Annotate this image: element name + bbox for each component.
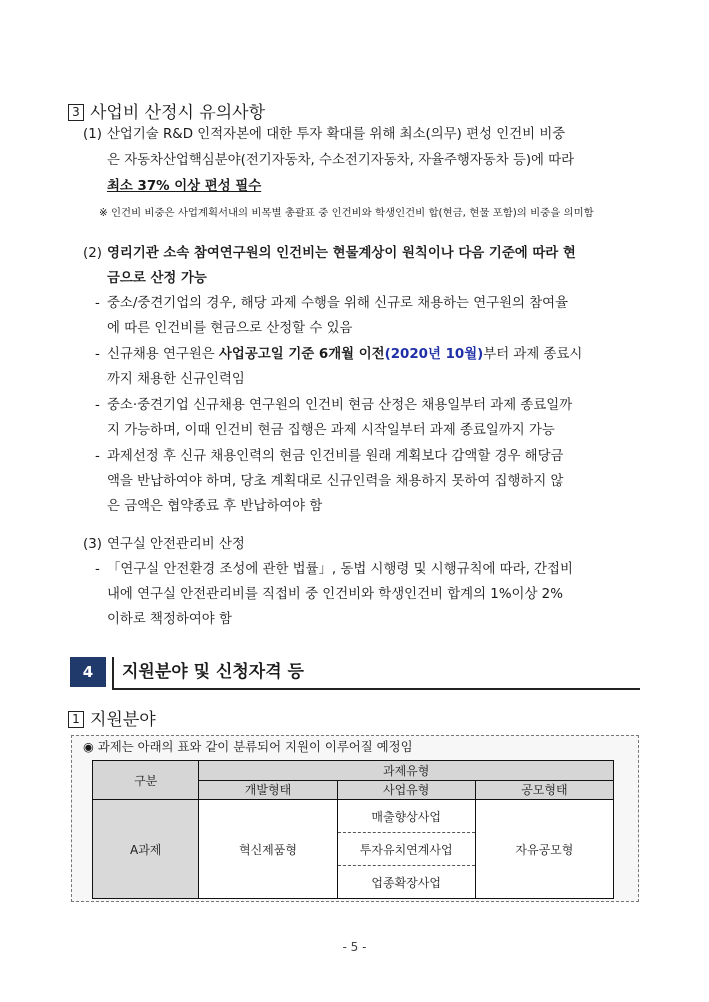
section3-heading	[68, 98, 265, 123]
bullet-line: 중소·중견기업 신규채용 연구원의 인건비 현금 산정은 채용일부터 과제 종료일까	[107, 398, 573, 413]
bullet-line: 액을 반납하여야 하며, 당초 계획대로 신규인력을 채용하지 못하여 집행하지 않	[107, 474, 564, 489]
bullet-dash: -	[95, 296, 100, 311]
bullet-line: 까지 채용한 신규인력임	[107, 372, 245, 387]
bullet-line: 「연구실 안전환경 조성에 관한 법률」, 동법 시행령 및 시행규칙에 따라, 간접비	[107, 562, 573, 577]
item1-line2: 은 자동차산업핵심분야(전기자동차, 수소전기자동차, 자율주행자동차 등)에 따라	[107, 153, 575, 168]
item1-number: (1)	[83, 127, 102, 142]
item3-bullet	[95, 557, 655, 635]
bullet-line: 은 금액은 협약종료 후 반납하여야 함	[107, 499, 323, 514]
bullet-dash: -	[95, 347, 100, 362]
subsection1-title: 지원분야	[90, 710, 156, 730]
item2-bullet-4	[95, 444, 655, 522]
header-biz-type: 사업유형	[337, 780, 475, 800]
cell-biz-type-3: 업종확장사업	[337, 866, 475, 899]
bullet-text: 신규채용 연구원은	[107, 347, 219, 362]
section4-underline	[112, 688, 640, 690]
bullet-line	[107, 342, 582, 368]
bullet-line: 에 따른 인건비를 현금으로 산정할 수 있음	[107, 321, 353, 336]
support-field-intro: ◉ 과제는 아래의 표와 같이 분류되어 지원이 이루어질 예정임	[83, 739, 413, 754]
header-contest-form: 공모형태	[475, 780, 613, 800]
cell-dev-form: 혁신제품형	[199, 800, 337, 899]
bullet-dash: -	[95, 562, 100, 577]
cell-contest-form: 자유공모형	[475, 800, 613, 899]
item2-line1: 영리기관 소속 참여연구원의 인건비는 현물계상이 원칙이나 다음 기준에 따라 현	[107, 246, 576, 261]
subsection1-number: 1	[68, 711, 84, 728]
bullet-dash: -	[95, 449, 100, 464]
row-label-a: A과제	[93, 800, 199, 899]
cell-biz-type-1: 매출향상사업	[337, 800, 475, 833]
page-number: - 5 -	[342, 940, 367, 954]
item1-emphasis: 최소 37% 이상 편성 필수	[107, 179, 262, 194]
item2-bullet-3	[95, 393, 655, 445]
item1-line1: 산업기술 R&D 인적자본에 대한 투자 확대를 위해 최소(의무) 편성 인건비 비중	[107, 127, 566, 142]
bullet-dash: -	[95, 398, 100, 413]
item2-number: (2)	[83, 246, 102, 261]
subsection1-heading	[68, 705, 156, 730]
header-gubun: 구분	[93, 761, 199, 800]
section4-title: 지원분야 및 신청자격 등	[122, 662, 304, 682]
bullet-line: 내에 연구실 안전관리비를 직접비 중 인건비와 학생인건비 합계의 1%이상 2%	[107, 587, 563, 602]
section3-number: 3	[68, 104, 84, 121]
section3-title: 사업비 산정시 유의사항	[90, 103, 266, 123]
section4-divider	[112, 657, 114, 690]
item2-bullet-2	[95, 342, 655, 394]
bullet-line: 이하로 책정하여야 함	[107, 612, 232, 627]
item3-title: 연구실 안전관리비 산정	[107, 537, 245, 552]
bullet-blue-date: (2020년 10월)	[384, 347, 484, 362]
bullet-bold-text: 사업공고일 기준 6개월 이전	[219, 347, 385, 362]
item2-line2: 금으로 산정 가능	[107, 271, 207, 286]
bullet-text: 부터 과제 종료시	[483, 347, 583, 362]
section4-number-badge: 4	[70, 657, 106, 687]
item2-bullet-1	[95, 291, 655, 343]
header-task-type: 과제유형	[199, 761, 614, 781]
header-dev-form: 개발형태	[199, 780, 337, 800]
bullet-line: 지 가능하며, 이때 인건비 현금 집행은 과제 시작일부터 과제 종료일까지 가능	[107, 423, 555, 438]
bullet-line: 과제선정 후 신규 채용인력의 현금 인건비를 원래 계획보다 감액할 경우 해당금	[107, 449, 564, 464]
support-field-table	[92, 760, 614, 899]
bullet-line: 중소/중견기업의 경우, 해당 과제 수행을 위해 신규로 채용하는 연구원의 참여율	[107, 296, 569, 311]
item1-note: ※ 인건비 비중은 사업계획서내의 비목별 총괄표 중 인건비와 학생인건비 합(현금, 현물 포함)의 비중을 의미함	[99, 207, 594, 219]
cell-biz-type-2: 투자유치연계사업	[337, 833, 475, 866]
item3-number: (3)	[83, 537, 102, 552]
